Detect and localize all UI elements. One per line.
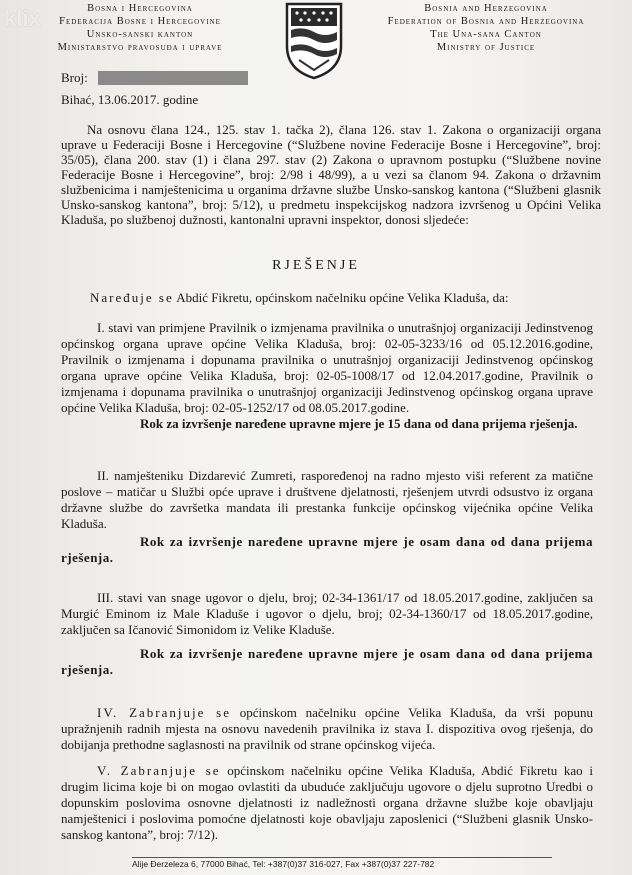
item-iv-text: općinskom načelniku općine Velika Kladuša, da vrši popunu upražnjenih radnih mjesta na osnovu navedenih pravilnika iz stava I. dispozitiva ovog rješenja, do dobijanja prethodne saglasnosti na pravilnik od strane općinskog vijeća. <box>61 705 593 752</box>
item-i-text: I. stavi van primjene Pravilnik o izmjenama pravilnika o unutrašnjoj organizaciji Jedinstvenog općinskog organa uprave općine Velika Kladuša, broj: 02-05-3233/16 od 05.12.2016.godine, Pravilnik o izmjenama i dopunama pravilnika o unutrašnjoj organizaciji Jedinstvenog općinskog organa uprave općine Velika Kladuša, broj: 02-05-1008/17 od 12.04.2017.godine, Pravilnik o izmjenama i dopunama pravilnika o unutrašnjoj organizaciji Jedinstvenog općinskog organa uprave općine Velika Kladuša, broj: 02-05-1252/17 od 08.05.2017.godine. <box>61 320 593 415</box>
redacted-number <box>98 71 248 85</box>
reference-number-label: Broj: <box>61 70 88 85</box>
order-keyword: Naređuje se <box>90 290 174 305</box>
header-right-line: The Una-sana Canton <box>430 29 542 40</box>
item-iv-paragraph <box>61 705 593 753</box>
header-right <box>366 2 606 54</box>
footer-address: Alije Đerzeleza 6, 77000 Bihać, Tel: +387(0)37 316-027, Fax +387(0)37 227-782 <box>132 857 552 869</box>
item-ii-deadline: Rok za izvršenje naređene upravne mjere je osam dana od dana prijema rješenja. <box>61 534 593 565</box>
document-date: Bihać, 13.06.2017. godine <box>61 92 199 107</box>
header-left <box>30 2 250 54</box>
item-iii <box>61 590 593 678</box>
intro-paragraph <box>61 122 601 227</box>
document-title: RJEŠENJE <box>272 258 360 273</box>
item-v-lead: V. Zabranjuje se <box>97 763 221 778</box>
item-v-paragraph <box>61 763 593 843</box>
intro-text: Na osnovu člana 124., 125. stav 1. tačka 2), člana 126. stav 1. Zakona o organizaciji organa uprave u Federaciji Bosne i Hercegovine (“Službene novine Federacije Bosne i Hercegovine”, broj: 35/05), člana 200. stav (1) i člana 297. stav (2) Zakona o upravnom postupku (“Službene novine Federacije Bosne i Hercegovine”, broj: 2/98 i 48/99), a u vezi sa članom 94. Zakona o državnim službenicima i namještenicima u organima državne službe Unsko-sanskog kantona (“Službeni glasnik Unsko-sanskog kantona”, broj: 5/12), u predmetu inspekcijskog nadzora izvršenog u Općini Velika Kladuša, po službenoj dužnosti, kantonalni upravni inspektor, donosi sljedeće: <box>61 122 601 227</box>
header-left-line: Bosna i Hercegovina <box>87 3 193 14</box>
item-v-text: općinskom načelniku općine Velika Kladuša, Abdić Fikretu kao i drugim licima koje bi on mogao ovlastiti da ubuduće zaključuju ugovore o djelu suprotno Uredbi o dopunskim poslovima osnovne djelatnosti iz nadležnosti organa državne službe koje obavljaju namještenici i poslovima pomoćne djelatnosti koje obavljaju zaposlenici (“Službeni glasnik Unsko-sanskog kantona”, broj: 7/12). <box>61 763 593 842</box>
item-iv <box>61 705 593 753</box>
item-i <box>61 320 593 432</box>
header-left-line: Ministarstvo pravosuđa i uprave <box>57 42 223 53</box>
item-ii-text: II. namješteniku Dizdarević Zumreti, raspoređenoj na radno mjesto viši referent za matične poslove – matičar u Službi opće uprave i društvene djelatnosti, rješenjem utvrdi odsustvo iz organa državne službe do završetka mandata ili prestanka funkcije općinskog vijećnika općine Velika Kladuša. <box>61 468 593 531</box>
watermark-logo: klix <box>4 6 41 31</box>
coat-of-arms-icon <box>283 0 345 80</box>
item-iii-text: III. stavi van snage ugovor o djelu, broj; 02-34-1361/17 od 18.05.2017.godine, zaključen sa Murgić Eminom iz Male Kladuše i ugovor o djelu, broj; 02-34-1360/17 od 18.05.2017.godine, zaključen sa Ičanović Simonidom iz Velike Kladuše. <box>61 590 593 637</box>
header-left-line: Unsko-sanski kanton <box>86 29 194 40</box>
item-ii <box>61 468 593 566</box>
item-i-deadline: Rok za izvršenje naređene upravne mjere je 15 dana od dana prijema rješenja. <box>140 416 578 431</box>
order-recipient: Abdić Fikretu, općinskom načelniku općine Velika Kladuša, da: <box>176 290 509 305</box>
header-right-line: Federation of Bosnia and Herzegovina <box>387 16 585 27</box>
item-iv-lead: IV. Zabranjuje se <box>97 705 231 720</box>
order-line <box>90 290 509 306</box>
item-iii-deadline: Rok za izvršenje naređene upravne mjere je osam dana od dana prijema rješenja. <box>61 646 593 677</box>
header-right-line: Ministry of Justice <box>436 42 536 53</box>
header-right-line: Bosnia and Herzegovina <box>424 3 548 14</box>
header-left-line: Federacija Bosne i Hercegovine <box>59 16 221 27</box>
item-v <box>61 763 593 843</box>
